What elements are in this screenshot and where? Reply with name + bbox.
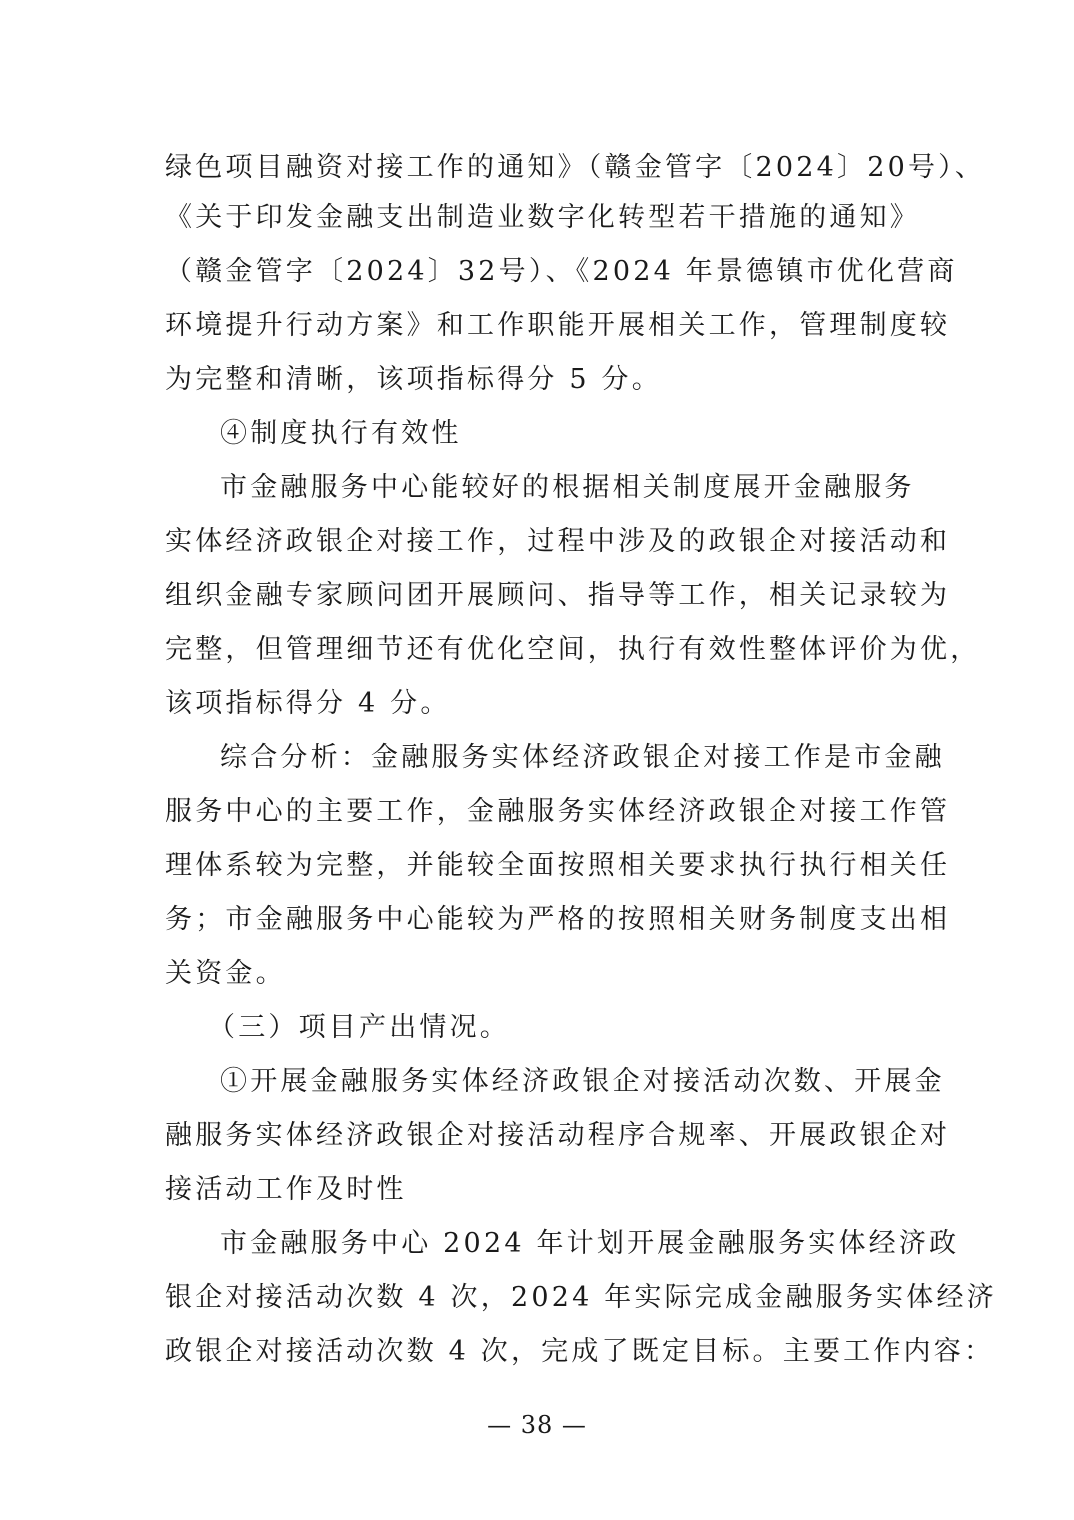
body-line-22: 银企对接活动次数 4 次，2024 年实际完成金融服务实体经济: [165, 1282, 997, 1313]
body-line-20: 接活动工作及时性: [165, 1174, 407, 1205]
body-line-12: 综合分析：金融服务实体经济政银企对接工作是市金融: [220, 742, 945, 773]
body-line-11: 该项指标得分 4 分。: [165, 688, 451, 719]
body-line-5: 为完整和清晰，该项指标得分 5 分。: [165, 364, 662, 395]
body-line-19: 融服务实体经济政银企对接活动程序合规率、开展政银企对: [165, 1120, 951, 1151]
body-line-10: 完整，但管理细节还有优化空间，执行有效性整体评价为优，: [165, 634, 981, 665]
body-line-15: 务；市金融服务中心能较为严格的按照相关财务制度支出相: [165, 904, 951, 935]
body-line-18: ①开展金融服务实体经济政银企对接活动次数、开展金: [220, 1066, 945, 1097]
body-line-7: 市金融服务中心能较好的根据相关制度展开金融服务: [220, 472, 915, 503]
body-line-13: 服务中心的主要工作，金融服务实体经济政银企对接工作管: [165, 796, 951, 827]
body-line-14: 理体系较为完整，并能较全面按照相关要求执行执行相关任: [165, 850, 951, 881]
body-line-21: 市金融服务中心 2024 年计划开展金融服务实体经济政: [220, 1228, 960, 1259]
body-line-1: 绿色项目融资对接工作的通知》（赣金管字〔2024〕20号）、: [165, 152, 986, 183]
body-line-3: （赣金管字〔2024〕32号）、《2024 年景德镇市优化营商: [165, 256, 958, 287]
body-line-8: 实体经济政银企对接工作，过程中涉及的政银企对接活动和: [165, 526, 951, 557]
section-heading-3: （三）项目产出情况。: [208, 1012, 510, 1043]
page-number: — 38 —: [487, 1411, 587, 1439]
body-line-4: 环境提升行动方案》和工作职能开展相关工作，管理制度较: [165, 310, 951, 341]
body-line-2: 《关于印发金融支出制造业数字化转型若干措施的通知》: [165, 202, 920, 233]
body-line-23: 政银企对接活动次数 4 次，完成了既定目标。主要工作内容：: [165, 1336, 995, 1367]
section-heading-4: ④制度执行有效性: [220, 418, 462, 449]
body-line-9: 组织金融专家顾问团开展顾问、指导等工作，相关记录较为: [165, 580, 951, 611]
body-line-16: 关资金。: [165, 958, 286, 989]
